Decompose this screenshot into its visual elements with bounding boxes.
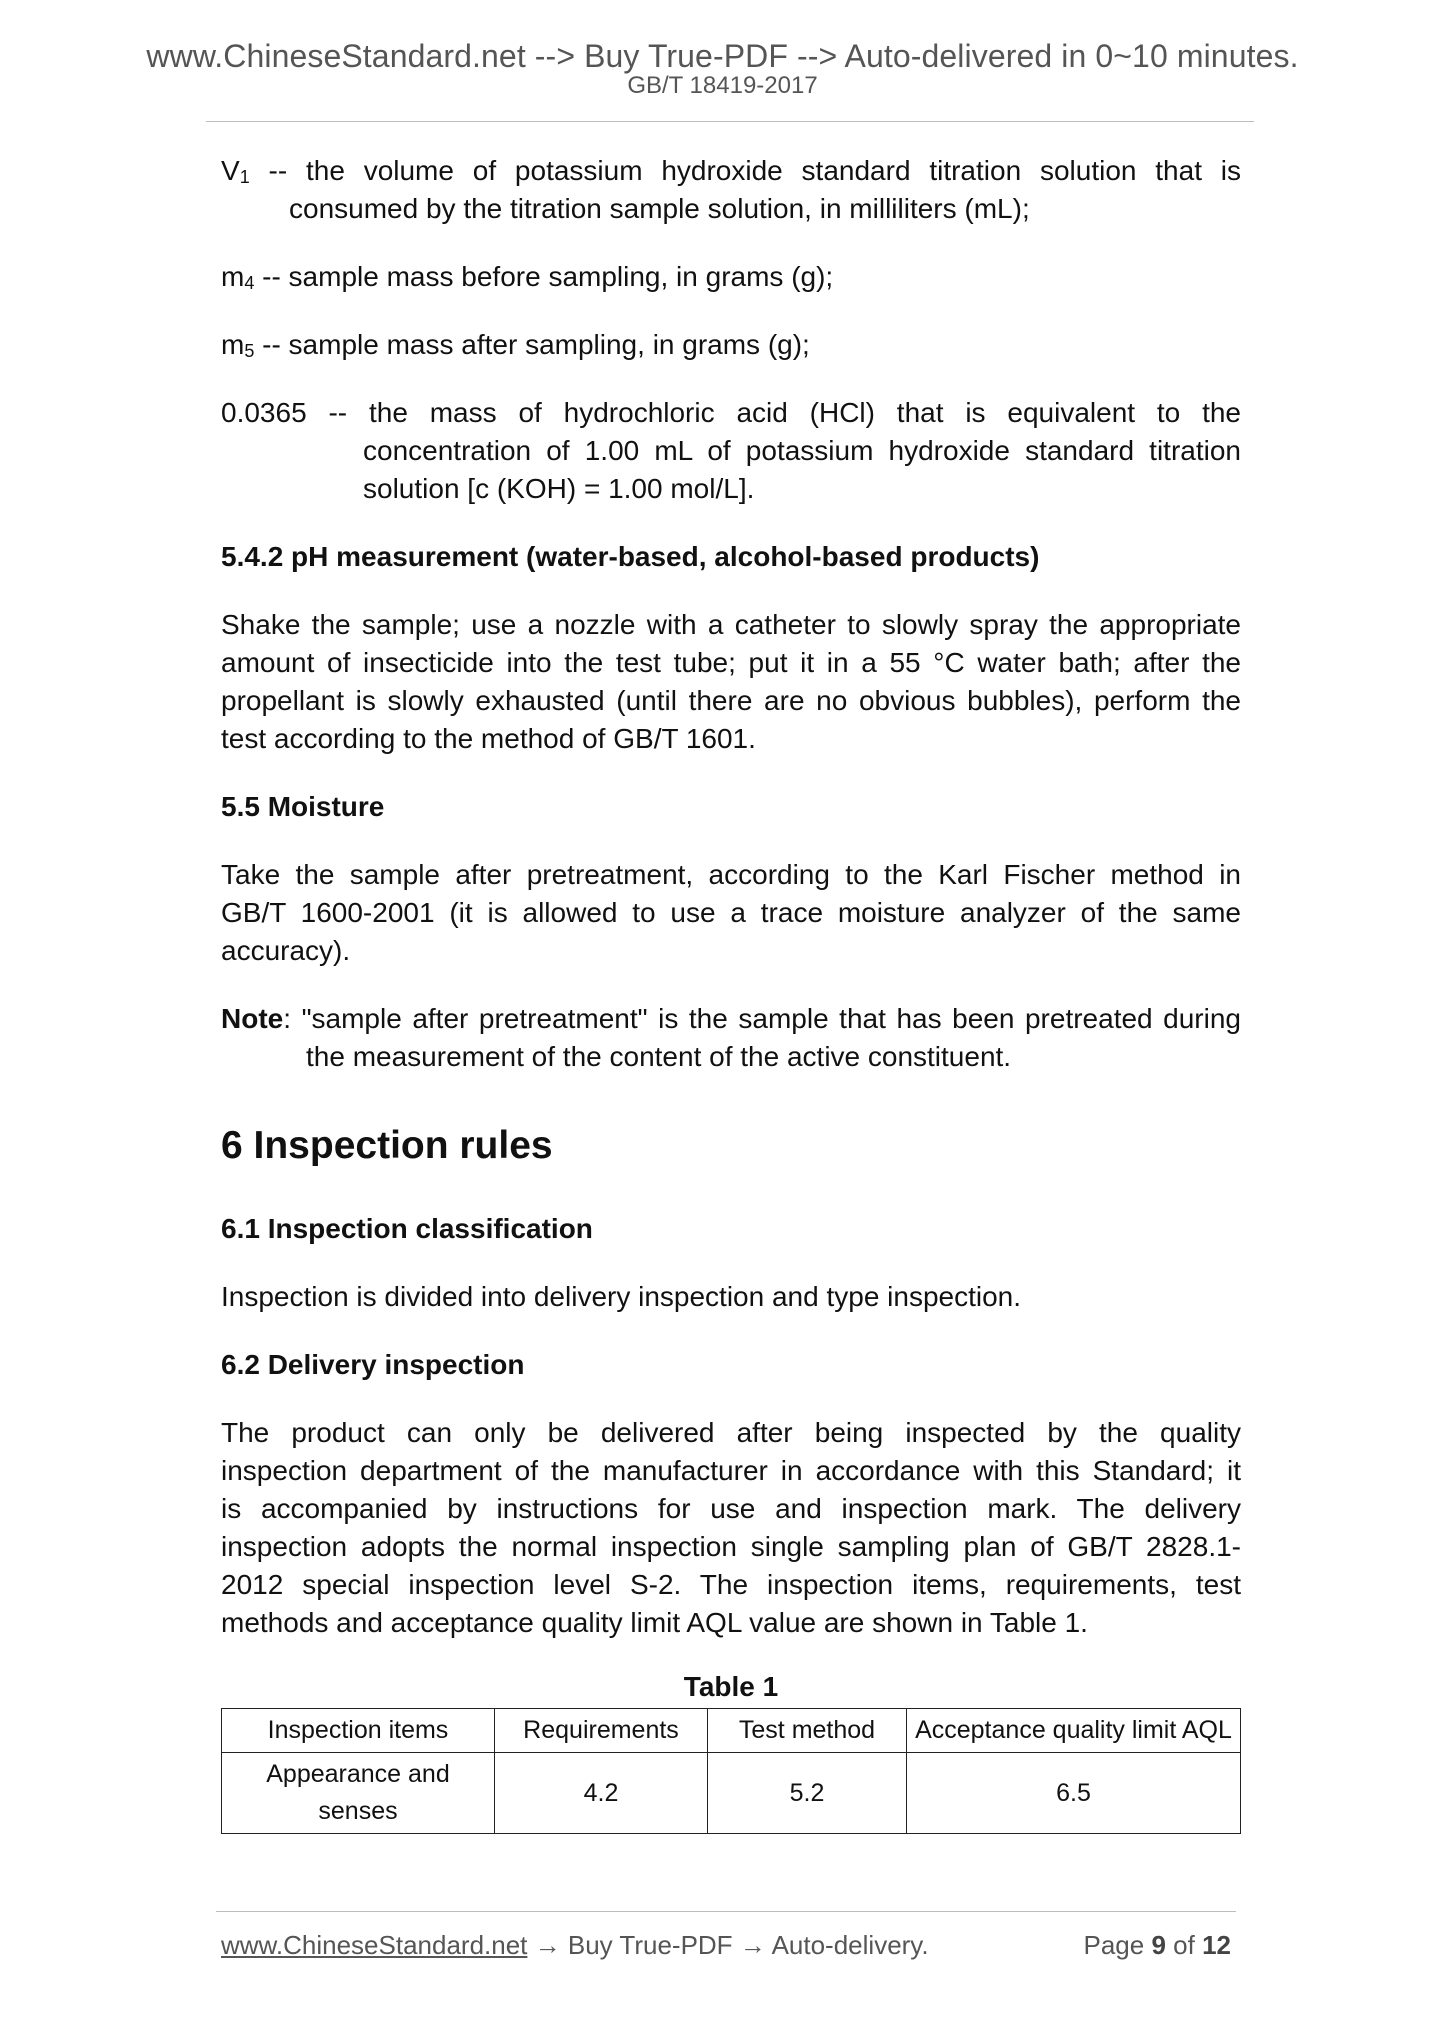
table-row (222, 1753, 1241, 1834)
paragraph-inspection-classification: Inspection is divided into delivery inspection and type inspection. (221, 1281, 1022, 1312)
footer-divider (216, 1911, 1236, 1912)
definition-continuation: solution [c (KOH) = 1.00 mol/L]. (363, 473, 755, 504)
header-divider (206, 121, 1254, 122)
inspection-table (221, 1708, 1241, 1834)
page-number: 9 (1151, 1930, 1166, 1960)
page-body (221, 152, 1241, 1834)
table-header-cell: Acceptance quality limit AQL (907, 1709, 1241, 1753)
note-label: Note (221, 1003, 284, 1034)
header-banner: www.ChineseStandard.net --> Buy True-PDF --> Auto-delivered in 0~10 minutes. (146, 38, 1299, 74)
footer-text: → Buy True-PDF → Auto-delivery. (527, 1930, 929, 1960)
paragraph-moisture: Take the sample after pretreatment, according to the Karl Fischer method in GB/T 1600-2001 (it is allowed to use a trace moisture analyzer of the same accuracy). (221, 859, 1241, 966)
table-cell: 4.2 (495, 1753, 708, 1834)
definition-v1 (221, 152, 1241, 228)
definition-m5: $m_5$ -- sample mass after sampling, in grams (g); (221, 329, 810, 361)
standard-number: GB/T 18419-2017 (627, 72, 818, 99)
definition-continuation: concentration of 1.00 mL of potassium hydroxide standard titration (363, 435, 1241, 466)
section-heading-5-4-2: 5.4.2 pH measurement (water-based, alcohol-based products) (221, 541, 1040, 572)
definition-line: 0.0365 -- the mass of hydrochloric acid (HCl) that is equivalent to the (221, 397, 1241, 428)
note: Note: "sample after pretreatment" is the sample that has been pretreated during the measurement of the content of the active constituent. (221, 1003, 1241, 1072)
table-header-cell: Inspection items (222, 1709, 495, 1753)
paragraph-ph-measurement: Shake the sample; use a nozzle with a catheter to slowly spray the appropriate amount of insecticide into the test tube; put it in a 55 °C water bath; after the propellant is slowly exhausted (until there are no obvious bubbles), perform the test according to the method of GB/T 1601. (221, 609, 1241, 754)
chapter-heading-6: 6 Inspection rules (221, 1124, 553, 1167)
definition-m4: $m_4$ -- sample mass before sampling, in grams (g); (221, 261, 834, 293)
page-total: 12 (1202, 1930, 1231, 1960)
table-cell: 5.2 (708, 1753, 907, 1834)
footer-site-link[interactable]: www.ChineseStandard.net (221, 1930, 528, 1960)
table-header-row (222, 1709, 1241, 1753)
section-heading-6-2: 6.2 Delivery inspection (221, 1349, 525, 1380)
table-cell: 6.5 (907, 1753, 1241, 1834)
definition-line: $V_1$ -- the volume of potassium hydroxide standard titration solution that is (221, 155, 1241, 187)
definition-continuation: consumed by the titration sample solution, in milliliters (mL); (289, 193, 1030, 224)
table-cell: Appearance and senses (222, 1753, 495, 1834)
paragraph-delivery-inspection: The product can only be delivered after being inspected by the quality inspection department of the manufacturer in accordance with this Standard; it is accompanied by instructions for use and inspection mark. The delivery inspection adopts the normal inspection single sampling plan of GB/T 2828.1- 2012 special inspection level S-2. The inspection items, requirements, test methods and acceptance quality limit AQL value are shown in Table 1. (221, 1417, 1241, 1638)
table-header-cell: Test method (708, 1709, 907, 1753)
table-header-cell: Requirements (495, 1709, 708, 1753)
table-title: Table 1 (683, 1671, 779, 1702)
section-heading-5-5: 5.5 Moisture (221, 791, 385, 822)
section-heading-6-1: 6.1 Inspection classification (221, 1213, 593, 1244)
page-indicator: Page 9 of 12 (1083, 1930, 1231, 1960)
definition-constant (221, 394, 1241, 508)
